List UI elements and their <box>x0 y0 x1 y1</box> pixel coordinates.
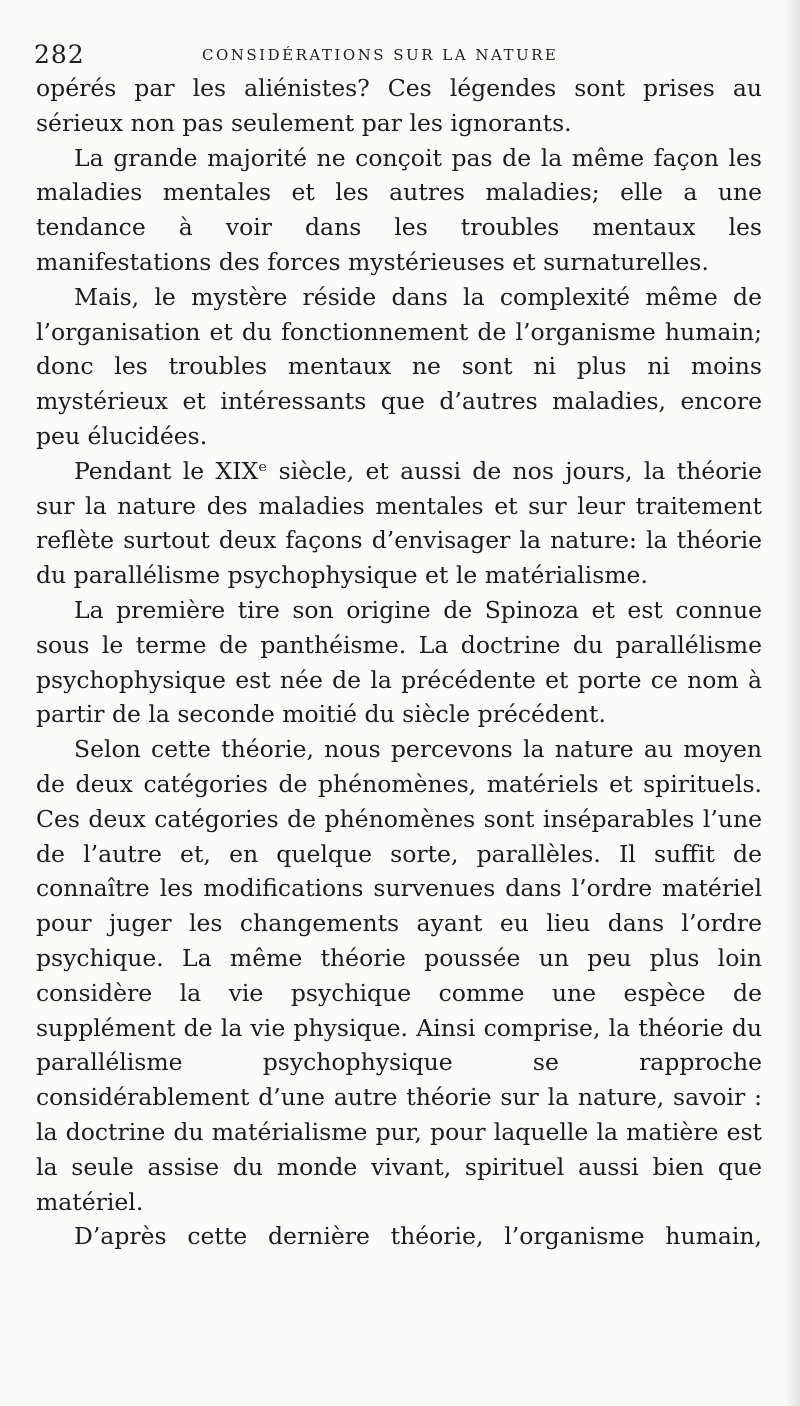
page-number: 282 <box>34 40 85 69</box>
page-edge-shadow <box>784 0 800 1406</box>
paragraph: Mais, le mystère réside dans la complexité même de l’organisation et du fonctionnement de l’organisme humain; donc les troubles mentaux ne sont ni plus ni moins mystérieux et intéressants que d’autres maladies, encore peu élucidées. <box>36 282 762 450</box>
paragraph: Selon cette théorie, nous percevons la nature au moyen de deux catégories de phénomènes, matériels et spirituels. Ces deux catégories de phénomènes sont inséparables l’une de l’autre et, en quelque sorte, parallèles. Il suffit de connaître les modifications survenues dans l’ordre matériel pour juger les changements ayant eu lieu dans l’ordre psychique. La même théorie poussée un peu plus loin considère la vie psychique comme une espèce de supplément de la vie physique. Ainsi comprise, la théorie du parallélisme psychophysique se rapproche considérablement d’une autre théorie sur la nature, savoir : la doctrine du matérialisme pur, pour laquelle la matière est la seule assise du monde vivant, spirituel aussi bien que matériel. <box>36 735 762 1216</box>
paragraph: La grande majorité ne conçoit pas de la même façon les maladies mentales et les autres maladies; elle a une tendance à voir dans les troubles mentaux les manifestations des forces mystérieuses et surnaturelles. <box>36 143 762 276</box>
paragraph: La première tire son origine de Spinoza et est connue sous le terme de panthéisme. La doctrine du parallélisme psychophysique est née de la précédente et porte ce nom à partir de la seconde moitié du siècle précédent. <box>36 595 762 729</box>
page-header <box>34 40 760 70</box>
paragraph: D’après cette dernière théorie, l’organisme humain, <box>74 1222 762 1251</box>
paragraph: Pendant le XIXᵉ siècle, et aussi de nos jours, la théorie sur la nature des maladies mentales et sur leur traitement reflète surtout deux façons d’envisager la nature: la théorie du parallélisme psychophysique et le matérialisme. <box>36 456 762 590</box>
body-text <box>36 71 762 1254</box>
running-head: CONSIDÉRATIONS SUR LA NATURE <box>202 46 559 64</box>
paragraph: opérés par les aliénistes? Ces légendes sont prises au sérieux non pas seulement par les ignorants. <box>36 74 762 137</box>
